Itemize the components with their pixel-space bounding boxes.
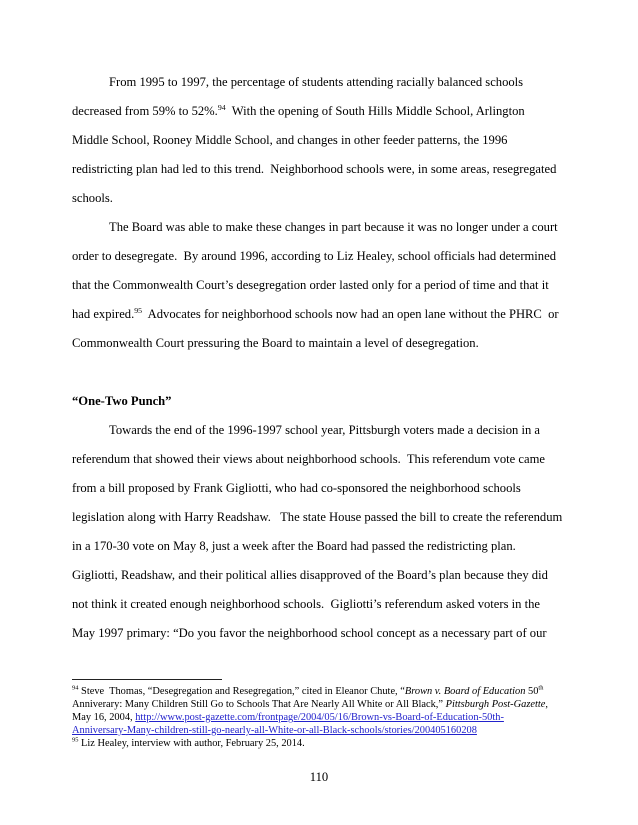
text-segment: May 1997 primary: “Do you favor the neighborhood school concept as a necessary part of our [72, 626, 547, 640]
text-segment: May 16, 2004, [72, 712, 136, 723]
text-line [72, 242, 572, 271]
text-segment: had expired. [72, 307, 135, 321]
text-segment: Steve Thomas, “Desegregation and Resegregation,” cited in Eleanor Chute, “ [78, 686, 405, 697]
text-segment: not think it created enough neighborhood schools. Gigliotti’s referendum asked voters in the [72, 597, 540, 611]
text-segment: The Board was able to make these changes in part because it was no longer under a court [109, 220, 558, 234]
paragraph-2 [72, 213, 572, 358]
text-line [72, 503, 572, 532]
text-segment: With the opening of South Hills Middle School, Arlington [225, 104, 525, 118]
text-line [72, 561, 572, 590]
text-segment: Advocates for neighborhood schools now had an open lane without the PHRC or [142, 307, 559, 321]
text-segment: redistricting plan had led to this trend. Neighborhood schools were, in some areas, resegregated [72, 162, 557, 176]
footnote-95-marker: 95 [72, 736, 79, 744]
text-line [72, 590, 572, 619]
text-line [72, 155, 572, 184]
text-line [72, 619, 572, 648]
footnote-line [72, 737, 572, 750]
text-segment: Anniverary: Many Children Still Go to Schools That Are Nearly All White or All Black,” [72, 699, 446, 710]
text-line [72, 184, 572, 213]
text-line [72, 97, 572, 126]
text-line [72, 474, 572, 503]
paragraph-3 [72, 416, 572, 648]
text-segment: Brown v. Board of Education [404, 686, 526, 697]
text-segment: From 1995 to 1997, the percentage of students attending racially balanced schools [109, 75, 524, 89]
text-segment: 50 [525, 686, 539, 697]
text-segment: decreased from 59% to 52%. [72, 104, 218, 118]
text-line [72, 213, 572, 242]
text-segment: Liz Healey, interview with author, February 25, 2014. [78, 738, 305, 749]
text-line [72, 445, 572, 474]
text-line [72, 271, 572, 300]
footnote-separator [72, 679, 222, 680]
footnote-94-marker: 94 [72, 684, 79, 692]
footnote-line [72, 685, 572, 698]
footnote-line [72, 724, 572, 737]
body-text [72, 68, 572, 648]
text-line [72, 126, 572, 155]
text-segment: Gigliotti, Readshaw, and their political allies disapproved of the Board’s plan because they did [72, 568, 548, 582]
text-segment: from a bill proposed by Frank Gigliotti, who had co-sponsored the neighborhood schools [72, 481, 521, 495]
paragraph-1 [72, 68, 572, 213]
footnote-ref-95: 95 [134, 305, 143, 315]
text-line [72, 300, 572, 329]
text-line [72, 329, 572, 358]
text-segment: in a 170-30 vote on May 8, just a week after the Board had passed the redistricting plan. [72, 539, 516, 553]
text-line [72, 68, 572, 97]
footnote-lines [72, 685, 572, 750]
footnote-line [72, 711, 572, 724]
footnote-hyperlink-line-1[interactable]: http://www.post-gazette.com/frontpage/2004/05/16/Brown-vs-Board-of-Education-50th- [135, 712, 504, 723]
text-segment: Commonwealth Court pressuring the Board to maintain a level of desegregation. [72, 336, 479, 350]
text-segment: Middle School, Rooney Middle School, and changes in other feeder patterns, the 1996 [72, 133, 508, 147]
text-segment: referendum that showed their views about neighborhood schools. This referendum vote came [72, 452, 545, 466]
text-segment: order to desegregate. By around 1996, according to Liz Healey, school officials had determined [72, 249, 556, 263]
page-number: 110 [309, 770, 329, 784]
footnote-line [72, 698, 572, 711]
text-segment: th [538, 684, 544, 692]
text-segment: schools. [72, 191, 113, 205]
section-heading: “One-Two Punch” [72, 394, 172, 408]
footnote-ref-94: 94 [217, 102, 226, 112]
text-segment: , [545, 699, 548, 710]
footnote-area [72, 679, 572, 750]
text-segment: Towards the end of the 1996-1997 school year, Pittsburgh voters made a decision in a [109, 423, 541, 437]
footnote-hyperlink-line-2[interactable]: Anniversary-Many-children-still-go-nearly-all-White-or-all-Black-schools/stories/200405160208 [72, 725, 477, 736]
text-segment: that the Commonwealth Court’s desegregation order lasted only for a period of time and that it [72, 278, 549, 292]
text-line [72, 532, 572, 561]
text-segment: legislation along with Harry Readshaw. The state House passed the bill to create the referendum [72, 510, 563, 524]
text-line [72, 416, 572, 445]
text-segment: Pittsburgh Post-Gazette [445, 699, 546, 710]
